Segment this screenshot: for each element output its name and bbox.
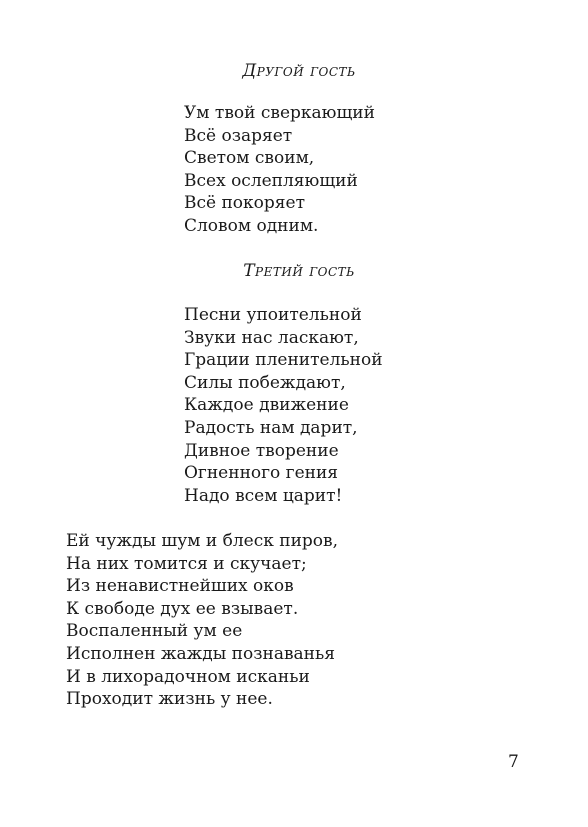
verse-line: И в лихорадочном исканьи (66, 666, 310, 687)
verse-line: Каждое движение (184, 395, 349, 416)
verse-line: Всех ослепляющий (184, 170, 358, 191)
verse-line: Из ненавистнейших оков (66, 576, 294, 597)
verse-line: Звуки нас ласкают, (184, 327, 359, 348)
verse-line: Светом своим, (184, 148, 315, 169)
verse-line: Ей чужды шум и блеск пиров, (66, 531, 338, 551)
verse-line: Дивное творение (184, 440, 339, 461)
speaker-heading-other-guest: Другой гость (242, 61, 356, 81)
verse-line: На них томится и скучает; (66, 553, 307, 574)
verse-line: Надо всем царит! (184, 485, 343, 506)
verse-line: Проходит жизнь у нее. (66, 689, 273, 710)
stanza-third-guest (184, 304, 383, 507)
verse-line: Ум твой сверкающий (184, 103, 375, 123)
verse-line: Огненного гения (184, 463, 339, 484)
page-number: 7 (508, 752, 519, 772)
verse-line: К свободе дух ее взывает. (66, 598, 299, 619)
verse-line: Радость нам дарит, (184, 417, 358, 438)
stanza-narrative (66, 530, 338, 711)
verse-line: Исполнен жажды познаванья (66, 643, 335, 664)
verse-line: Воспаленный ум ее (66, 621, 243, 642)
verse-line: Силы побеждают, (184, 372, 346, 393)
verse-line: Словом одним. (184, 215, 319, 236)
speaker-heading-third-guest: Третий гость (243, 261, 355, 281)
verse-line: Всё покоряет (184, 193, 305, 214)
verse-line: Грации пленительной (184, 350, 383, 371)
verse-line: Всё озаряет (184, 125, 293, 146)
verse-line: Песни упоительной (184, 305, 362, 325)
stanza-other-guest (184, 102, 375, 238)
